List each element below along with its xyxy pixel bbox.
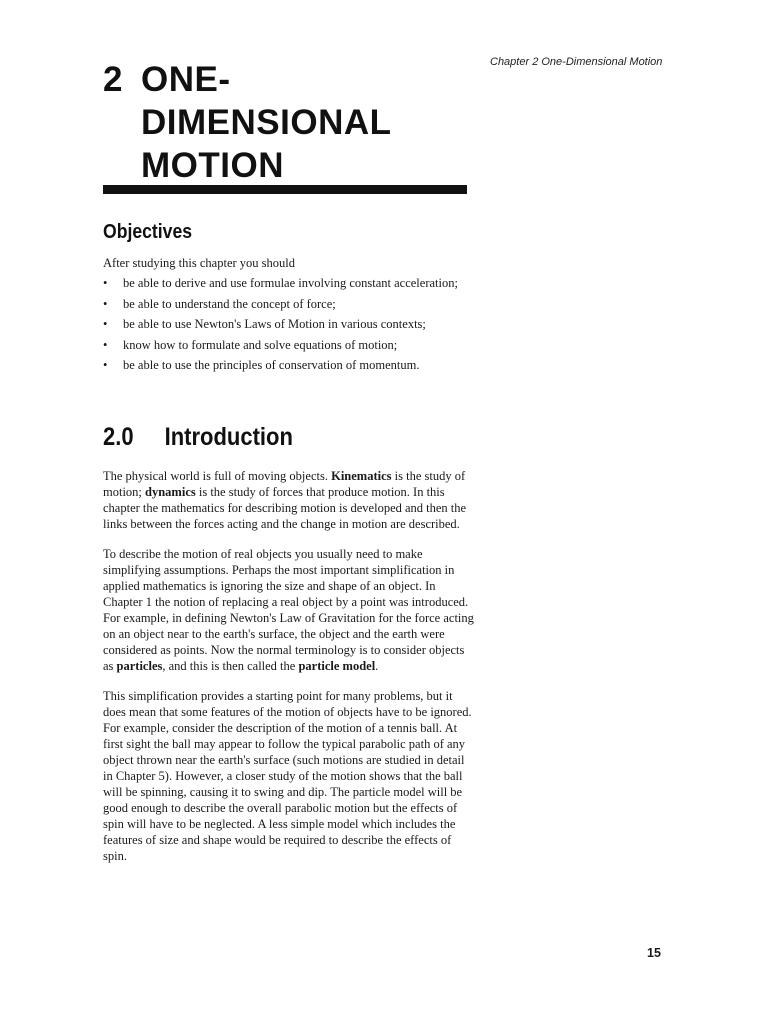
title-rule [103,185,467,194]
chapter-number: 2 [103,60,123,99]
term-kinematics: Kinematics [331,469,392,483]
chapter-title-line: DIMENSIONAL [141,103,392,142]
running-head: Chapter 2 One-Dimensional Motion [490,56,663,68]
text-run: The physical world is full of moving objects. [103,469,332,483]
section-heading [103,423,293,452]
objective-item: • be able to derive and use formulae involving constant acceleration; [103,276,483,292]
objectives-heading: Objectives [103,221,193,243]
text-run: To describe the motion of real objects you usually need to make simplifying assumptions. Perhaps the most important simplification in applied mathematics is ignoring the size and shape of an object. In Chapter 1 the notion of replacing a real object by a point was introduced. For example, in defining Newton's Law of Gravitation for the force acting on an object near to the earth's surface, the object and the earth were considered as points. Now the normal terminology is to consider objects as [103,547,474,673]
term-particles: particles [116,659,163,673]
text-run: is the study of forces that produce motion. In this chapter the mathematics for describing motion is developed and then the links between the forces acting and the change in motion are described. [103,485,467,531]
objectives-intro: After studying this chapter you should [103,256,295,270]
text-run: is the study of motion; [103,469,466,499]
paragraph-3: This simplification provides a starting point for many problems, but it does mean that some features of the motion of objects have to be ignored. For example, consider the description of the motion of a tennis ball. At first sight the ball may appear to follow the typical parabolic path of any object thrown near the earth's surface (such motions are studied in detail in Chapter 5). However, a closer study of the motion shows that the ball will be spinning, causing it to swing and dip. The particle model will be good enough to describe the overall parabolic motion but the effects of spin will have to be neglected. A less simple model which includes the features of size and shape would be required to describe the effects of spin. [103,689,472,863]
text-run: , and this is then called the [162,659,299,673]
chapter-title [103,58,392,187]
text-run: . [375,659,379,673]
objectives-list [103,276,483,379]
section-number: 2.0 [103,423,134,451]
paragraph-1 [103,468,475,532]
objective-item: • be able to use the principles of conservation of momentum. [103,358,483,374]
objective-item: • be able to understand the concept of force; [103,297,483,313]
section-title: Introduction [164,423,293,451]
body-text [103,468,475,878]
chapter-title-line: MOTION [141,146,284,185]
paragraph-2 [103,546,475,674]
term-particle-model: particle model [298,659,376,673]
objective-item: • be able to use Newton's Laws of Motion in various contexts; [103,317,483,333]
term-dynamics: dynamics [145,485,196,499]
objective-item: • know how to formulate and solve equations of motion; [103,338,483,354]
page-number: 15 [647,946,661,960]
chapter-title-line: ONE- [141,60,231,99]
